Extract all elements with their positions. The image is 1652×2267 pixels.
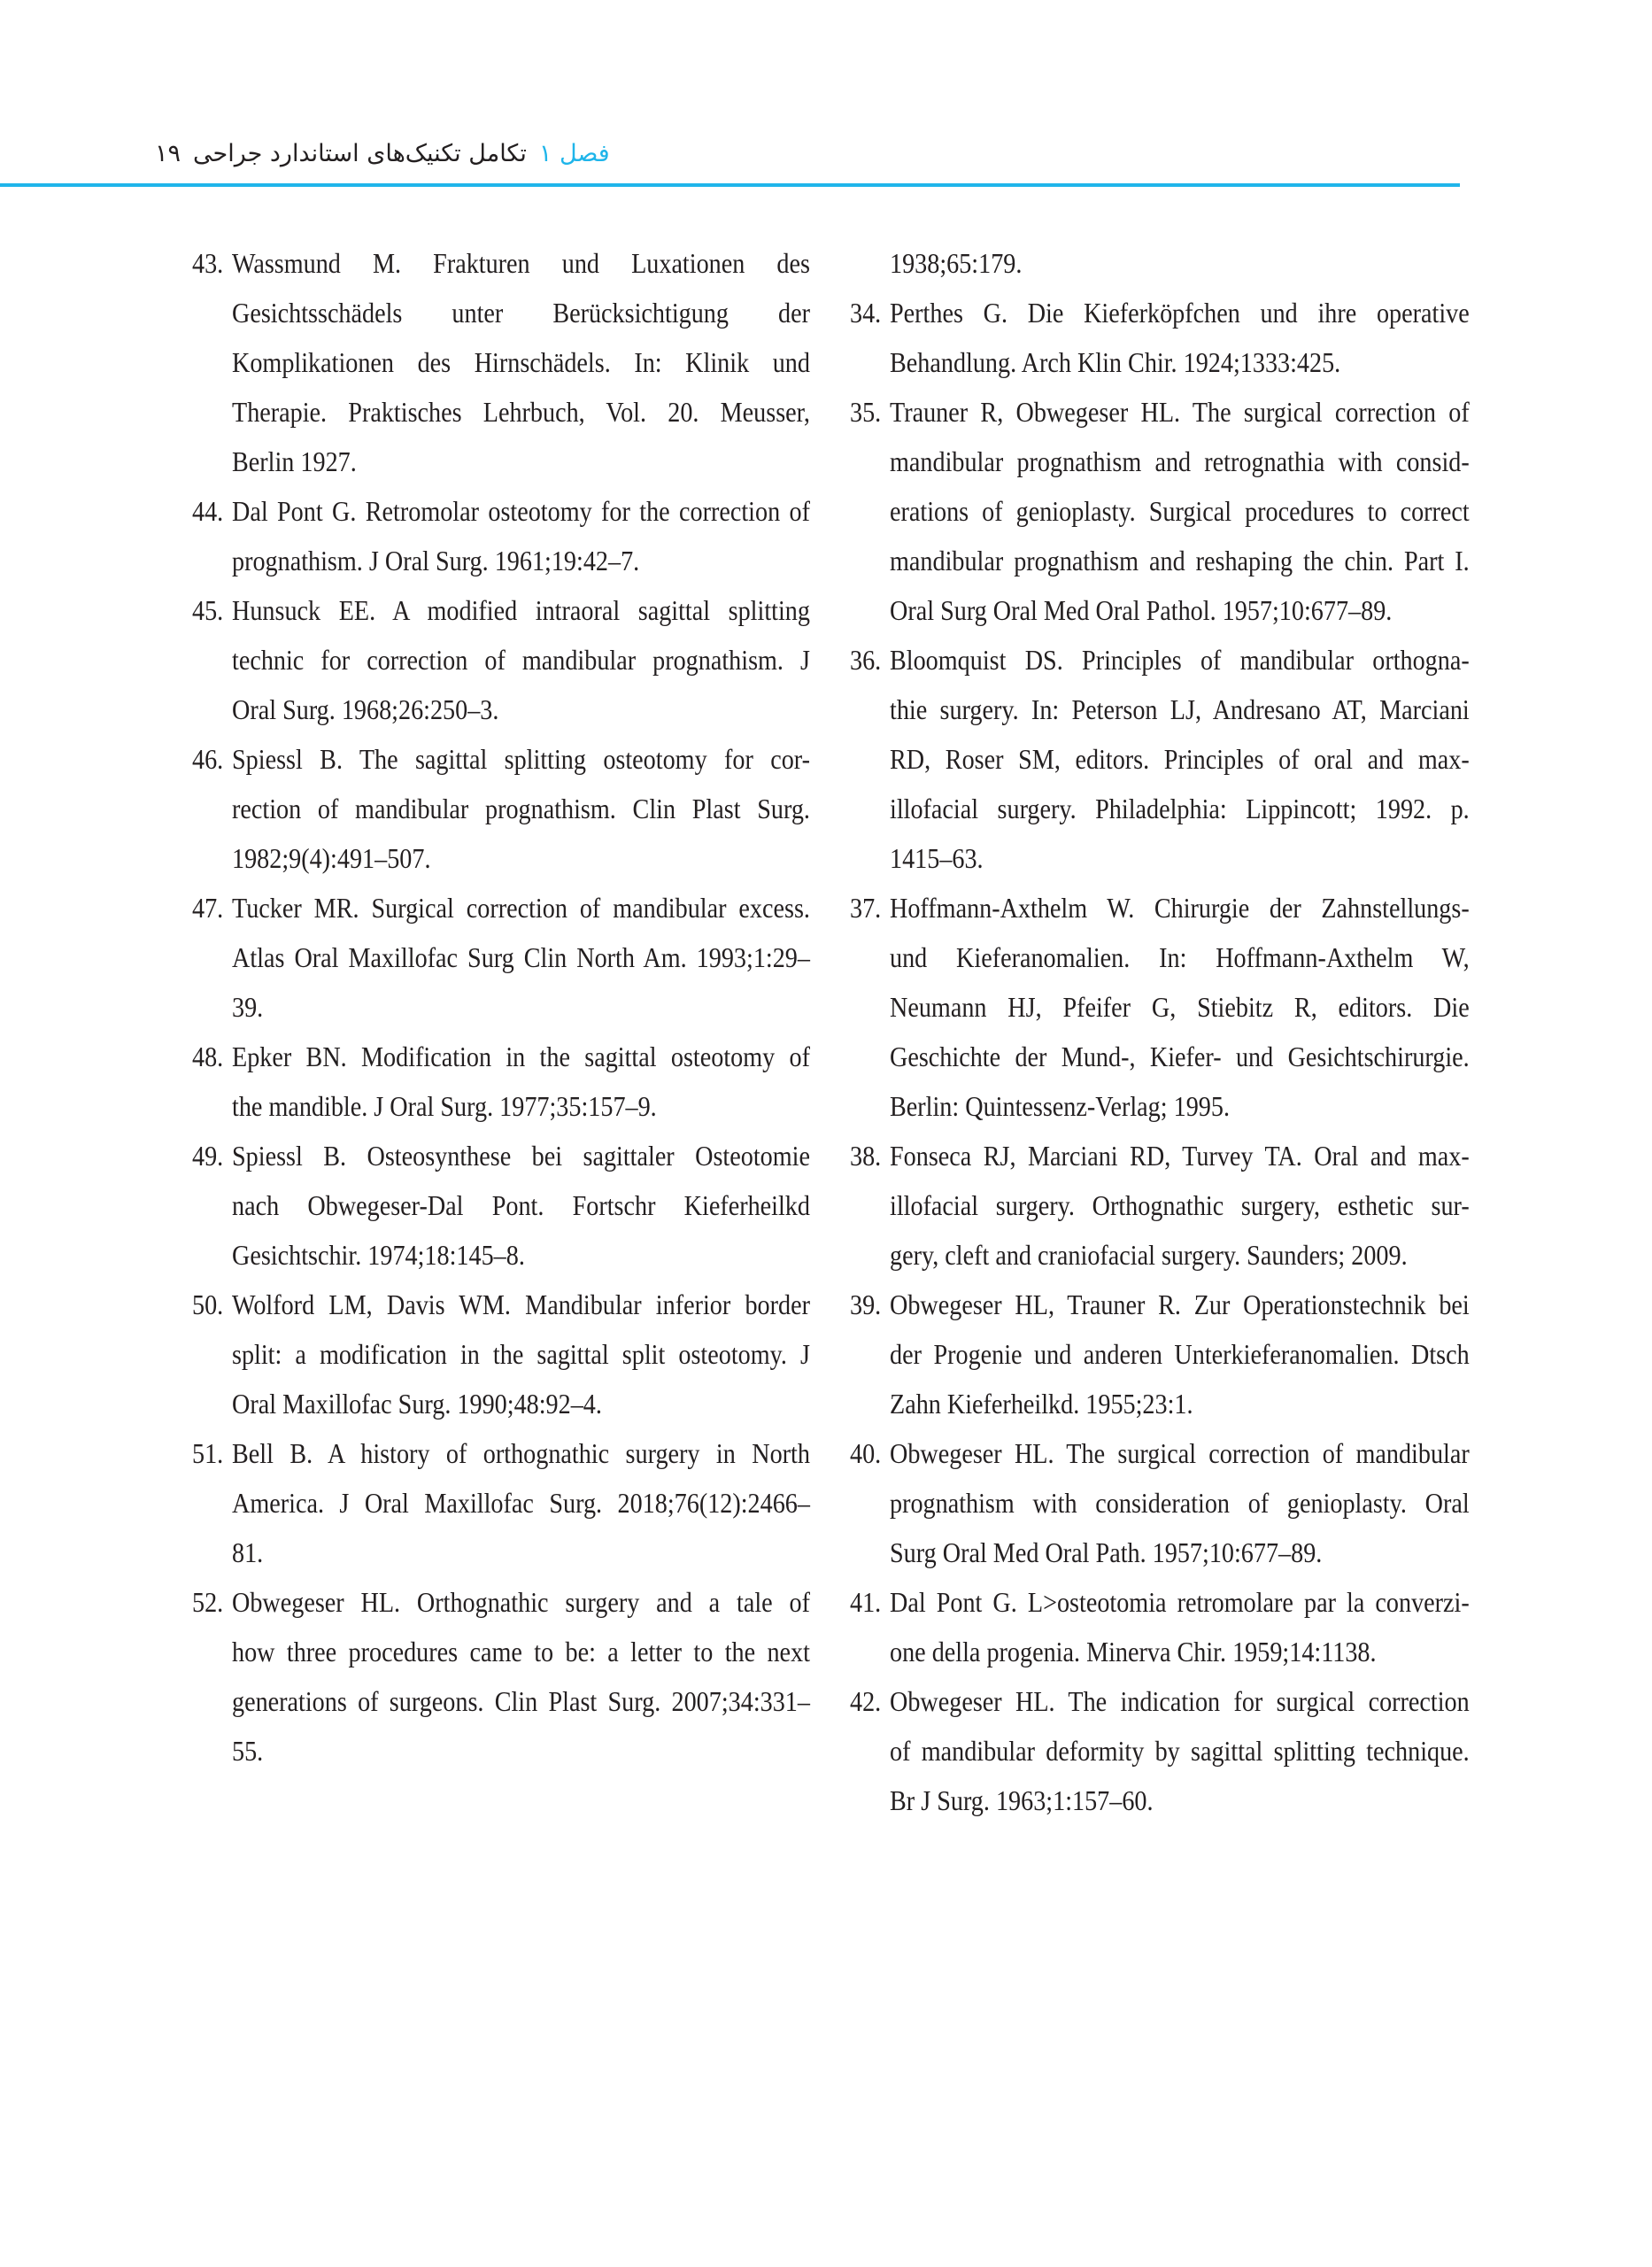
reference-text: Perthes G. Die Kieferköpfchen und ihre operative [890,297,1470,329]
reference-number: 45. [192,594,224,626]
reference-entry [850,1280,1470,1428]
reference-text: Berlin 1927. [232,445,357,477]
reference-text: Br J Surg. 1963;1:157–60. [890,1784,1154,1816]
reference-text: Komplikationen des Hirnschädels. In: Klinik und [232,346,810,378]
reference-text: Zahn Kieferheilkd. 1955;23:1. [890,1388,1193,1420]
reference-number: 52. [192,1586,224,1618]
reference-entry [192,486,812,585]
reference-line [192,1230,812,1280]
reference-text: Wolford LM, Davis WM. Mandibular inferior border [232,1288,810,1320]
reference-text: Oral Surg Oral Med Oral Pathol. 1957;10:677–89. [890,594,1393,626]
reference-entry [850,635,1470,883]
reference-line [192,1180,812,1230]
reference-entry [192,883,812,1032]
reference-number: 41. [850,1586,882,1618]
reference-line [850,982,1470,1032]
reference-text: Geschichte der Mund-, Kiefer- und Gesichtschirurgie. [890,1041,1470,1072]
reference-text: Spiessl B. The sagittal splitting osteotomy for cor- [232,743,810,775]
reference-line [850,536,1470,585]
reference-number: 36. [850,644,882,676]
reference-text: Fonseca RJ, Marciani RD, Turvey TA. Oral and max- [890,1140,1470,1172]
page-number: ۱۹ [155,140,181,167]
reference-line [192,1280,812,1329]
reference-line [192,1379,812,1428]
reference-number: 48. [192,1041,224,1072]
reference-text: 55. [232,1735,264,1767]
reference-line [850,288,1470,337]
reference-line [192,337,812,387]
reference-entry [192,238,812,486]
reference-text: prognathism with consideration of genioplasty. Oral [890,1487,1470,1519]
reference-entry [192,1131,812,1280]
reference-line [192,585,812,635]
reference-line [192,1726,812,1776]
reference-entry [850,288,1470,387]
reference-text: of mandibular deformity by sagittal splitting technique. [890,1735,1470,1767]
reference-line [192,536,812,585]
reference-line [192,734,812,784]
reference-text: the mandible. J Oral Surg. 1977;35:157–9. [232,1090,657,1122]
reference-text: how three procedures came to be: a letter to the next [232,1636,810,1667]
reference-line [192,1627,812,1676]
reference-number: 47. [192,892,224,924]
reference-line [850,932,1470,982]
reference-line [850,437,1470,486]
reference-entry [192,585,812,734]
reference-line [850,1478,1470,1528]
reference-line [192,1131,812,1180]
reference-text: nach Obwegeser-Dal Pont. Fortschr Kieferheilkd [232,1189,810,1221]
reference-text: RD, Roser SM, editors. Principles of oral and max- [890,743,1470,775]
reference-line [192,1428,812,1478]
reference-text: 1938;65:179. [890,247,1023,279]
reference-line [850,1676,1470,1726]
reference-line [850,1131,1470,1180]
reference-text: gery, cleft and craniofacial surgery. Saunders; 2009. [890,1239,1408,1271]
reference-line [192,486,812,536]
reference-line [850,585,1470,635]
reference-text: Oral Surg. 1968;26:250–3. [232,693,499,725]
reference-text: Oral Maxillofac Surg. 1990;48:92–4. [232,1388,602,1420]
reference-line [192,1478,812,1528]
reference-number: 46. [192,743,224,775]
reference-text: technic for correction of mandibular prognathism. J [232,644,810,676]
reference-line [850,1280,1470,1329]
reference-line [850,486,1470,536]
reference-line [192,883,812,932]
reference-text: split: a modification in the sagittal split osteotomy. J [232,1338,810,1370]
reference-number: 43. [192,247,224,279]
reference-line [850,1627,1470,1676]
reference-text: erations of genioplasty. Surgical procedures to correct [890,495,1470,527]
reference-text: Bell B. A history of orthognathic surgery in North [232,1437,810,1469]
reference-entry [192,734,812,883]
reference-number: 37. [850,892,882,924]
reference-line [192,932,812,982]
reference-line [850,1081,1470,1131]
reference-text: thie surgery. In: Peterson LJ, Andresano AT, Marciani [890,693,1470,725]
reference-text: rection of mandibular prognathism. Clin Plast Surg. [232,793,810,824]
reference-line [192,982,812,1032]
reference-text: Epker BN. Modification in the sagittal osteotomy of [232,1041,810,1072]
reference-text: und Kieferanomalien. In: Hoffmann-Axthelm W, [890,941,1470,973]
reference-text: illofacial surgery. Orthognathic surgery, esthetic sur- [890,1189,1470,1221]
reference-number: 35. [850,396,882,428]
reference-entry [192,1577,812,1776]
reference-line [850,1776,1470,1825]
reference-number: 38. [850,1140,882,1172]
references-right-column [850,238,1470,1825]
reference-text: Gesichtsschädels unter Berücksichtigung der [232,297,810,329]
reference-line [850,833,1470,883]
reference-line [192,784,812,833]
reference-text: mandibular prognathism and retrognathia with consid- [890,445,1470,477]
reference-text: Behandlung. Arch Klin Chir. 1924;1333:425. [890,346,1341,378]
reference-number: 50. [192,1288,224,1320]
reference-entry [192,1280,812,1428]
reference-line [850,1329,1470,1379]
reference-number: 44. [192,495,224,527]
reference-line [192,437,812,486]
reference-line [192,288,812,337]
reference-entry [850,1577,1470,1676]
header-text [155,140,610,167]
running-header [0,133,1470,186]
reference-line [192,387,812,437]
reference-line [192,1032,812,1081]
reference-number: 40. [850,1437,882,1469]
reference-text: one della progenia. Minerva Chir. 1959;14:1138. [890,1636,1377,1667]
reference-line [850,1428,1470,1478]
reference-line [192,685,812,734]
reference-line [850,1032,1470,1081]
reference-text: illofacial surgery. Philadelphia: Lippincott; 1992. p. [890,793,1470,824]
reference-line [192,1081,812,1131]
reference-text: Tucker MR. Surgical correction of mandibular excess. [232,892,810,924]
reference-entry [850,238,1470,288]
reference-entry [850,1131,1470,1280]
reference-text: Dal Pont G. Retromolar osteotomy for the correction of [232,495,810,527]
reference-line [192,1577,812,1627]
reference-text: Gesichtschir. 1974;18:145–8. [232,1239,525,1271]
chapter-label: فصل ۱ [538,140,610,167]
reference-number: 34. [850,297,882,329]
reference-number: 51. [192,1437,224,1469]
reference-text: Surg Oral Med Oral Path. 1957;10:677–89. [890,1536,1323,1568]
reference-text: Bloomquist DS. Principles of mandibular orthogna- [890,644,1470,676]
reference-text: prognathism. J Oral Surg. 1961;19:42–7. [232,545,640,576]
reference-text: Berlin: Quintessenz-Verlag; 1995. [890,1090,1230,1122]
reference-text: Therapie. Praktisches Lehrbuch, Vol. 20. Meusser, [232,396,810,428]
reference-line [192,1676,812,1726]
reference-text: Hoffmann-Axthelm W. Chirurgie der Zahnstellungs- [890,892,1470,924]
reference-number: 49. [192,1140,224,1172]
reference-text: Trauner R, Obwegeser HL. The surgical correction of [890,396,1470,428]
reference-line [850,1379,1470,1428]
chapter-title: تکامل تکنیک‌های استاندارد جراحی [193,140,527,167]
reference-entry [192,1428,812,1577]
reference-text: 1982;9(4):491–507. [232,842,431,874]
reference-text: Obwegeser HL. Orthognathic surgery and a tale of [232,1586,810,1618]
reference-entry [850,1428,1470,1577]
reference-line [850,1230,1470,1280]
reference-line [850,635,1470,685]
reference-entry [192,1032,812,1131]
reference-text: Obwegeser HL. The surgical correction of mandibular [890,1437,1470,1469]
reference-line [850,784,1470,833]
reference-number: 39. [850,1288,882,1320]
reference-text: 81. [232,1536,264,1568]
reference-text: generations of surgeons. Clin Plast Surg. 2007;34:331– [232,1685,810,1717]
reference-line [850,685,1470,734]
reference-text: der Progenie und anderen Unterkieferanomalien. Dtsch [890,1338,1470,1370]
reference-line [850,1528,1470,1577]
references-left-column [192,238,812,1776]
reference-line [850,337,1470,387]
reference-line [192,1329,812,1379]
reference-text: Hunsuck EE. A modified intraoral sagittal splitting [232,594,810,626]
reference-entry [850,883,1470,1131]
reference-line [850,238,1470,288]
reference-text: Atlas Oral Maxillofac Surg Clin North Am. 1993;1:29– [232,941,810,973]
reference-line [192,238,812,288]
reference-line [192,833,812,883]
reference-line [850,387,1470,437]
reference-line [192,635,812,685]
reference-text: Obwegeser HL, Trauner R. Zur Operationstechnik bei [890,1288,1470,1320]
reference-text: mandibular prognathism and reshaping the chin. Part I. [890,545,1470,576]
reference-line [192,1528,812,1577]
reference-text: Wassmund M. Frakturen und Luxationen des [232,247,810,279]
header-rule [0,183,1460,187]
reference-text: Obwegeser HL. The indication for surgical correction [890,1685,1470,1717]
reference-entry [850,1676,1470,1825]
reference-text: America. J Oral Maxillofac Surg. 2018;76(12):2466– [232,1487,810,1519]
reference-line [850,1726,1470,1776]
reference-text: 39. [232,991,264,1023]
reference-line [850,1180,1470,1230]
reference-number: 42. [850,1685,882,1717]
reference-line [850,1577,1470,1627]
reference-line [850,734,1470,784]
reference-text: Dal Pont G. L>osteotomia retromolare par la converzi- [890,1586,1470,1618]
reference-text: 1415–63. [890,842,984,874]
reference-entry [850,387,1470,635]
reference-text: Spiessl B. Osteosynthese bei sagittaler Osteotomie [232,1140,810,1172]
reference-line [850,883,1470,932]
reference-text: Neumann HJ, Pfeifer G, Stiebitz R, editors. Die [890,991,1470,1023]
